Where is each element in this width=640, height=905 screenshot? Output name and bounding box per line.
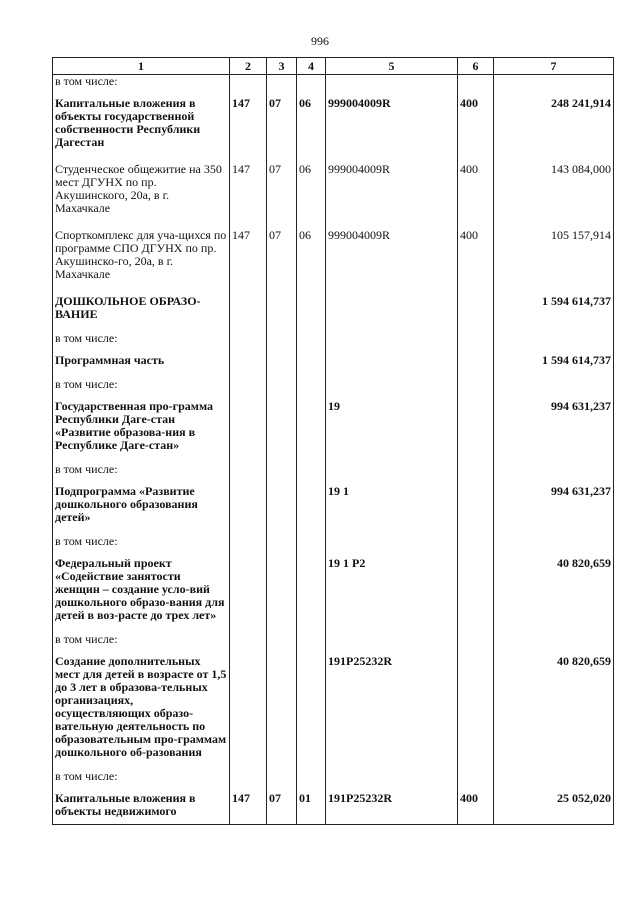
column-header: 4 <box>297 58 326 75</box>
amount-cell: 248 241,914 <box>494 94 614 160</box>
subsection-code-cell: 06 <box>297 226 326 292</box>
subsection-code-cell <box>297 397 326 463</box>
subsection-code-cell <box>297 535 326 554</box>
table-row <box>53 94 614 160</box>
table-row <box>53 633 614 652</box>
admin-code-cell <box>230 332 267 351</box>
subsection-code-cell: 06 <box>297 94 326 160</box>
row-name-cell: Подпрограмма «Развитие дошкольного образования детей» <box>53 482 230 535</box>
amount-cell <box>494 463 614 482</box>
table-row <box>53 292 614 332</box>
subsection-code-cell <box>297 351 326 378</box>
amount-cell: 143 084,000 <box>494 160 614 226</box>
target-article-cell <box>326 535 458 554</box>
row-name-cell: ДОШКОЛЬНОЕ ОБРАЗО-ВАНИЕ <box>53 292 230 332</box>
target-article-cell <box>326 463 458 482</box>
expense-type-cell <box>458 554 494 633</box>
target-article-cell <box>326 378 458 397</box>
row-name-cell: Федеральный проект «Содействие занятости женщин – создание усло-вий дошкольного образо-вания для детей в воз-расте до трех лет» <box>53 554 230 633</box>
column-header: 7 <box>494 58 614 75</box>
amount-cell <box>494 378 614 397</box>
subsection-code-cell <box>297 378 326 397</box>
row-name-cell: в том числе: <box>53 535 230 554</box>
expense-type-cell <box>458 482 494 535</box>
page-number: 996 <box>311 34 329 48</box>
admin-code-cell <box>230 378 267 397</box>
row-name-cell: в том числе: <box>53 770 230 789</box>
amount-cell: 1 594 614,737 <box>494 351 614 378</box>
subsection-code-cell <box>297 482 326 535</box>
subsection-code-cell <box>297 554 326 633</box>
amount-cell <box>494 535 614 554</box>
row-name-cell: Программная часть <box>53 351 230 378</box>
target-article-cell: 191Р25232R <box>326 652 458 770</box>
row-name-cell: Капитальные вложения в объекты недвижимого <box>53 789 230 825</box>
section-code-cell <box>267 397 297 463</box>
row-name-cell: Государственная про-грамма Республики Даге-стан «Развитие образова-ния в Республике Даге-стан» <box>53 397 230 463</box>
target-article-cell: 191Р25232R <box>326 789 458 825</box>
expense-type-cell: 400 <box>458 789 494 825</box>
section-code-cell <box>267 75 297 95</box>
amount-cell: 25 052,020 <box>494 789 614 825</box>
subsection-code-cell <box>297 463 326 482</box>
section-code-cell <box>267 770 297 789</box>
row-name-cell: в том числе: <box>53 378 230 397</box>
admin-code-cell <box>230 292 267 332</box>
target-article-cell: 999004009R <box>326 160 458 226</box>
row-name-cell: Спорткомплекс для уча-щихся по программе СПО ДГУНХ по пр. Акушинско-го, 20а, в г. Махачкале <box>53 226 230 292</box>
target-article-cell <box>326 75 458 95</box>
admin-code-cell <box>230 554 267 633</box>
table-row <box>53 463 614 482</box>
subsection-code-cell <box>297 75 326 95</box>
expense-type-cell <box>458 351 494 378</box>
table-row <box>53 554 614 633</box>
target-article-cell: 19 <box>326 397 458 463</box>
section-code-cell <box>267 332 297 351</box>
admin-code-cell <box>230 633 267 652</box>
subsection-code-cell <box>297 332 326 351</box>
amount-cell: 994 631,237 <box>494 482 614 535</box>
section-code-cell <box>267 535 297 554</box>
expense-type-cell <box>458 397 494 463</box>
column-header: 2 <box>230 58 267 75</box>
target-article-cell <box>326 332 458 351</box>
column-header: 3 <box>267 58 297 75</box>
row-name-cell: Капитальные вложения в объекты государственной собственности Республики Дагестан <box>53 94 230 160</box>
table-row <box>53 160 614 226</box>
subsection-code-cell: 06 <box>297 160 326 226</box>
expense-type-cell <box>458 378 494 397</box>
row-name-cell: в том числе: <box>53 633 230 652</box>
section-code-cell: 07 <box>267 789 297 825</box>
subsection-code-cell <box>297 292 326 332</box>
target-article-cell <box>326 770 458 789</box>
table-row <box>53 535 614 554</box>
table-row <box>53 652 614 770</box>
section-code-cell <box>267 292 297 332</box>
amount-cell: 105 157,914 <box>494 226 614 292</box>
subsection-code-cell: 01 <box>297 789 326 825</box>
subsection-code-cell <box>297 652 326 770</box>
row-name-cell: в том числе: <box>53 463 230 482</box>
expense-type-cell: 400 <box>458 226 494 292</box>
admin-code-cell <box>230 351 267 378</box>
expense-type-cell <box>458 535 494 554</box>
subsection-code-cell <box>297 770 326 789</box>
row-name-cell: Создание дополнительных мест для детей в возрасте от 1,5 до 3 лет в образова-тельных организациях, осуществляющих образо-вательную деятельность по образовательным про-граммам дошкольного об-разования <box>53 652 230 770</box>
target-article-cell: 19 1 <box>326 482 458 535</box>
expense-type-cell: 400 <box>458 94 494 160</box>
admin-code-cell <box>230 770 267 789</box>
table-row <box>53 226 614 292</box>
expense-type-cell: 400 <box>458 160 494 226</box>
row-name-cell: в том числе: <box>53 75 230 95</box>
expense-type-cell <box>458 332 494 351</box>
section-code-cell: 07 <box>267 226 297 292</box>
table-row <box>53 75 614 95</box>
admin-code-cell: 147 <box>230 226 267 292</box>
admin-code-cell <box>230 75 267 95</box>
section-code-cell <box>267 463 297 482</box>
admin-code-cell <box>230 397 267 463</box>
amount-cell <box>494 633 614 652</box>
target-article-cell: 999004009R <box>326 226 458 292</box>
target-article-cell <box>326 351 458 378</box>
header-row <box>53 58 614 75</box>
expense-type-cell <box>458 75 494 95</box>
admin-code-cell <box>230 652 267 770</box>
table-row <box>53 482 614 535</box>
column-header: 1 <box>53 58 230 75</box>
section-code-cell <box>267 482 297 535</box>
table-row <box>53 378 614 397</box>
amount-cell: 1 594 614,737 <box>494 292 614 332</box>
target-article-cell <box>326 292 458 332</box>
column-header: 6 <box>458 58 494 75</box>
column-header: 5 <box>326 58 458 75</box>
target-article-cell: 999004009R <box>326 94 458 160</box>
admin-code-cell: 147 <box>230 94 267 160</box>
subsection-code-cell <box>297 633 326 652</box>
expense-type-cell <box>458 652 494 770</box>
admin-code-cell <box>230 482 267 535</box>
section-code-cell: 07 <box>267 94 297 160</box>
amount-cell: 40 820,659 <box>494 554 614 633</box>
section-code-cell <box>267 351 297 378</box>
row-name-cell: Студенческое общежитие на 350 мест ДГУНХ по пр. Акушинского, 20а, в г. Махачкале <box>53 160 230 226</box>
section-code-cell: 07 <box>267 160 297 226</box>
section-code-cell <box>267 652 297 770</box>
budget-table <box>52 57 614 825</box>
expense-type-cell <box>458 633 494 652</box>
target-article-cell: 19 1 Р2 <box>326 554 458 633</box>
table-row <box>53 397 614 463</box>
section-code-cell <box>267 378 297 397</box>
amount-cell <box>494 332 614 351</box>
admin-code-cell: 147 <box>230 789 267 825</box>
amount-cell: 40 820,659 <box>494 652 614 770</box>
target-article-cell <box>326 633 458 652</box>
expense-type-cell <box>458 292 494 332</box>
row-name-cell: в том числе: <box>53 332 230 351</box>
amount-cell <box>494 75 614 95</box>
admin-code-cell <box>230 463 267 482</box>
amount-cell <box>494 770 614 789</box>
table-row <box>53 770 614 789</box>
section-code-cell <box>267 633 297 652</box>
expense-type-cell <box>458 770 494 789</box>
admin-code-cell: 147 <box>230 160 267 226</box>
expense-type-cell <box>458 463 494 482</box>
section-code-cell <box>267 554 297 633</box>
table-row <box>53 332 614 351</box>
table-row <box>53 351 614 378</box>
table-row <box>53 789 614 825</box>
admin-code-cell <box>230 535 267 554</box>
amount-cell: 994 631,237 <box>494 397 614 463</box>
